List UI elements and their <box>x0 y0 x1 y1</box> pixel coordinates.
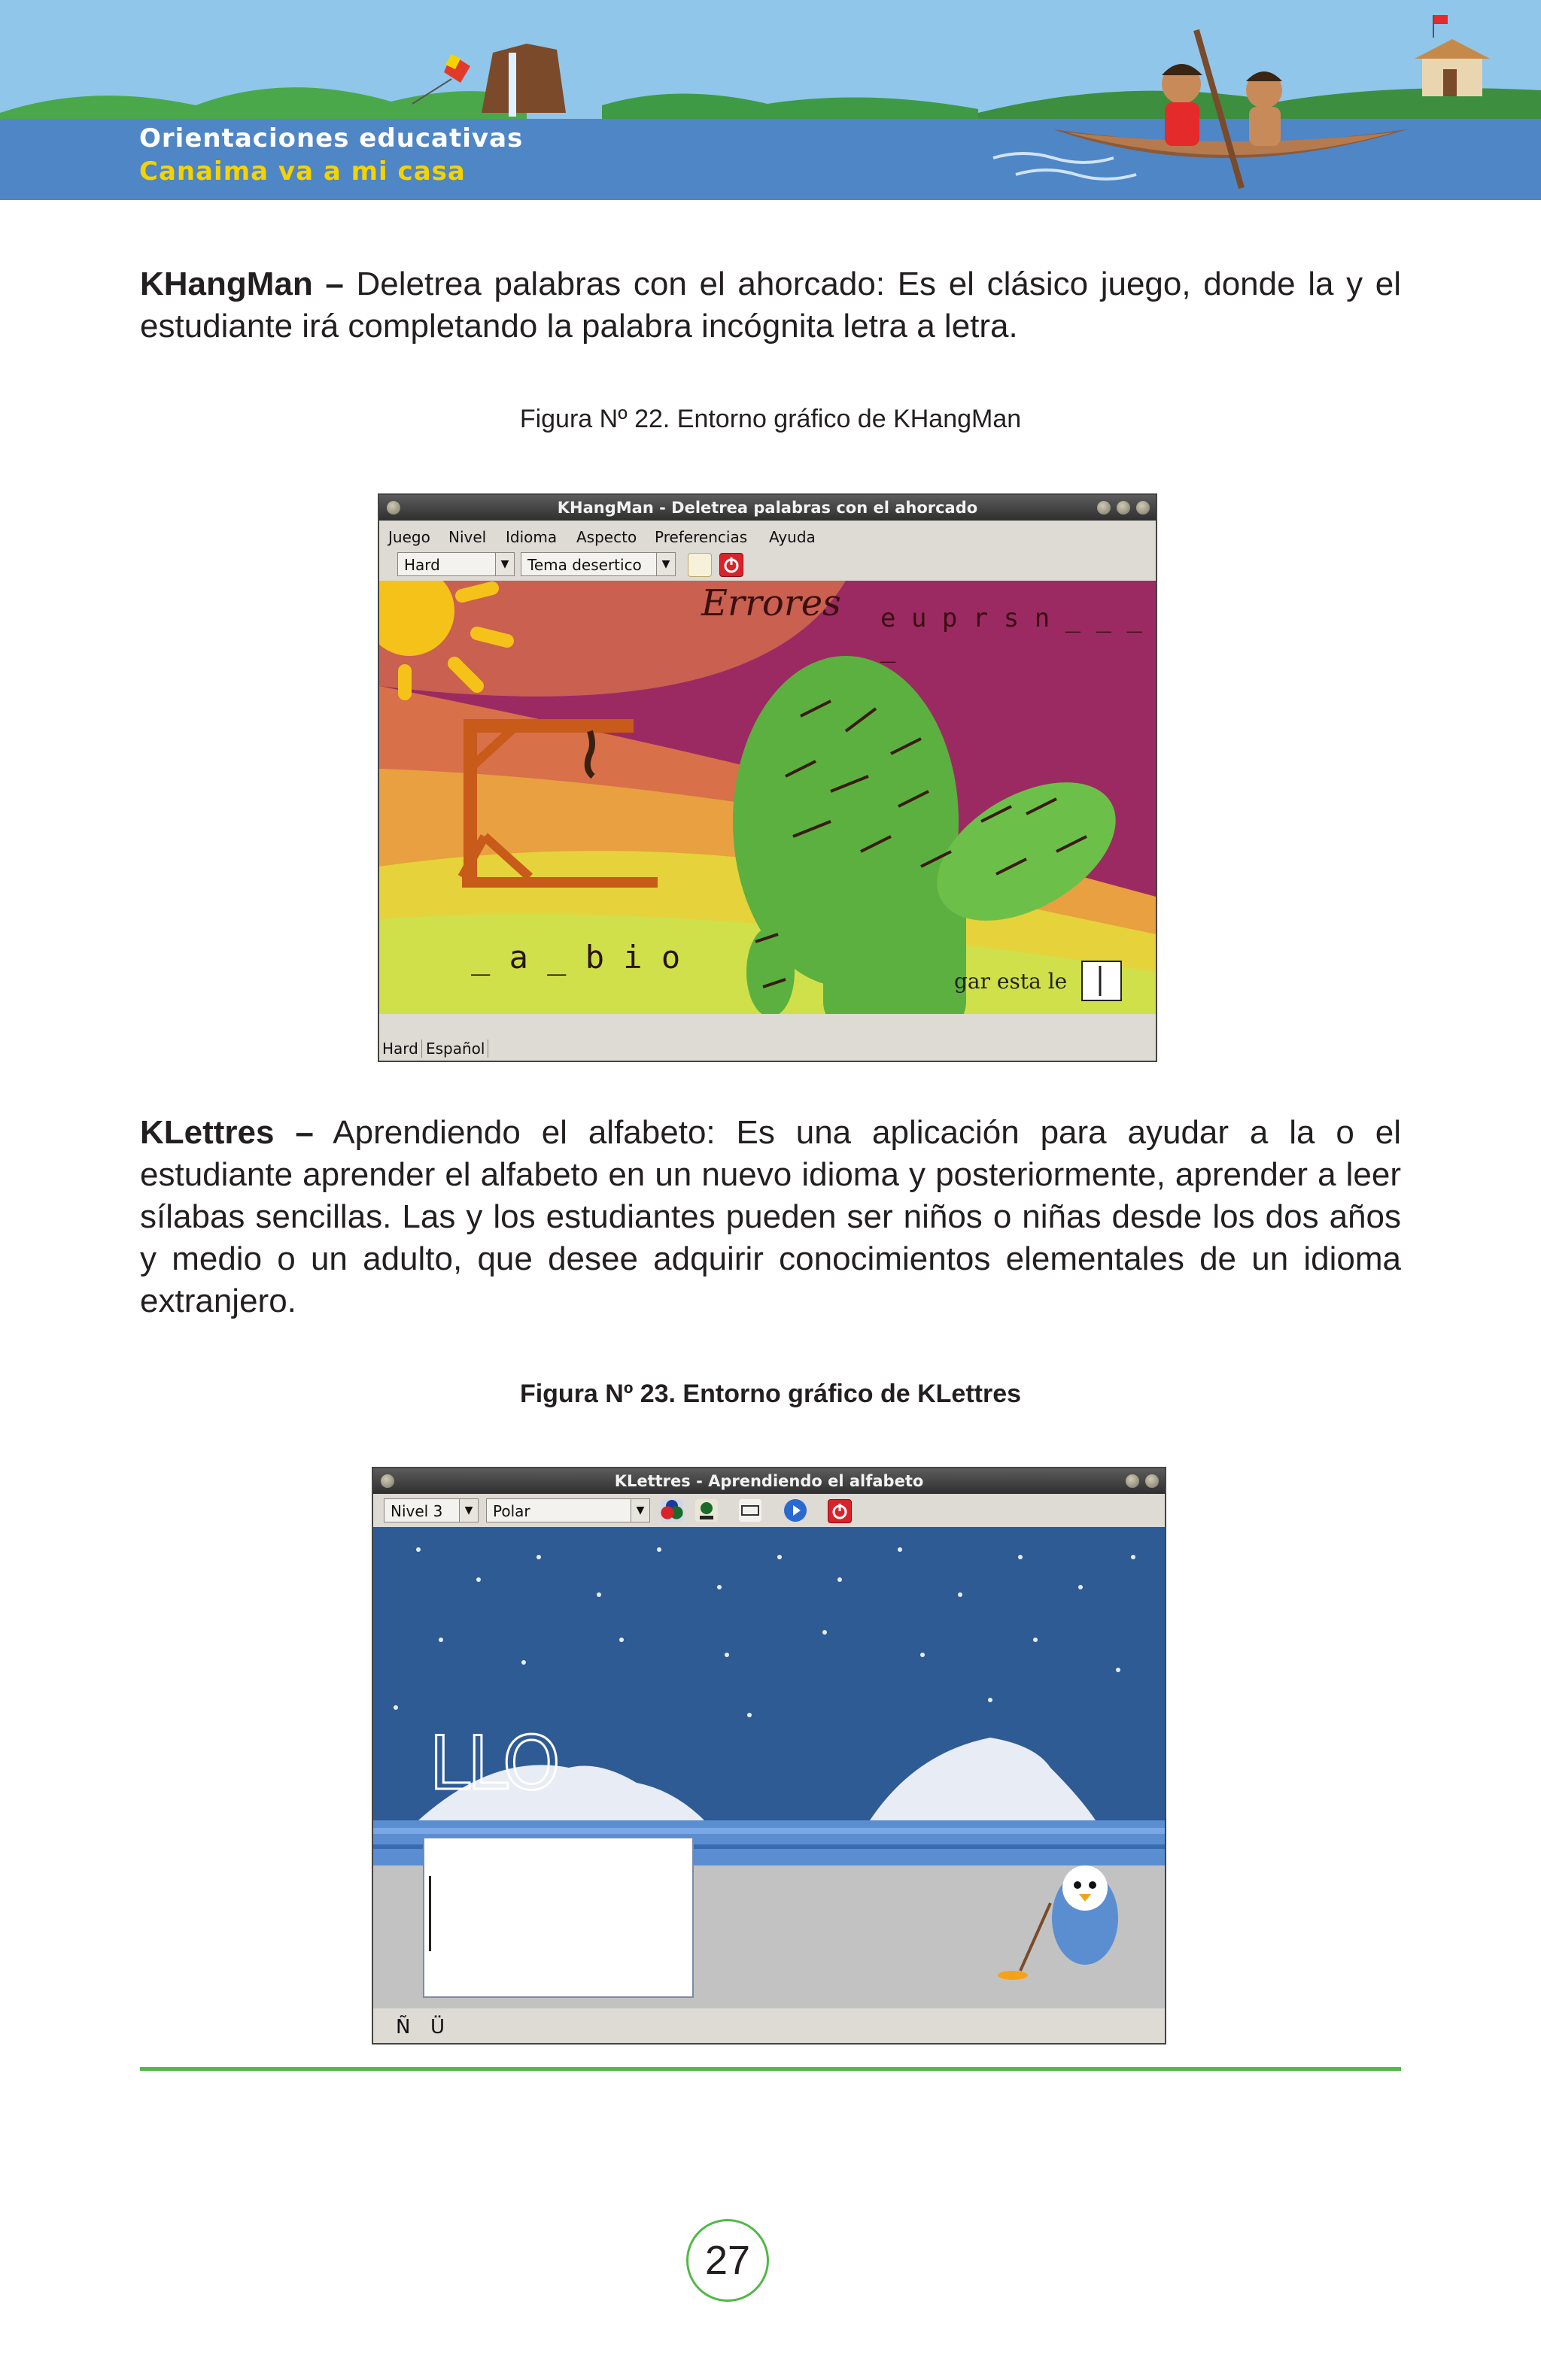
theme-combo[interactable] <box>486 1498 650 1522</box>
khangman-window-title: KHangMan - Deletrea palabras con el ahorcado <box>557 499 978 517</box>
close-button[interactable] <box>1136 501 1150 515</box>
khangman-description: Deletrea palabras con el ahorcado: Es el clásico juego, donde la y el estudiante irá completando la palabra incógnita letra a letra. <box>140 266 1401 345</box>
figure-22-caption: Figura Nº 22. Entorno gráfico de KHangMan <box>519 405 1022 433</box>
quit-icon[interactable] <box>828 1499 852 1523</box>
klettres-window-title: KLettres - Aprendiendo el alfabeto <box>614 1472 924 1490</box>
text-cursor <box>429 1876 431 1951</box>
figure-23-caption: Figura Nº 23. Entorno gráfico de KLettres <box>519 1380 1022 1408</box>
klettres-paragraph <box>140 1112 1401 1322</box>
char-button-u-umlaut[interactable]: Ü <box>430 2016 445 2038</box>
menu-ayuda[interactable]: Ayuda <box>769 528 816 546</box>
minimize-button[interactable] <box>1126 1474 1139 1488</box>
status-language: Español <box>426 1040 488 1058</box>
kid-icon[interactable] <box>695 1499 718 1522</box>
special-chars-bar <box>373 2010 1165 2043</box>
chevron-down-icon: ▼ <box>459 1499 478 1522</box>
menu-preferencias[interactable]: Preferencias <box>655 528 748 546</box>
level-combo[interactable] <box>397 552 515 576</box>
theme-combo-value: Polar <box>493 1502 530 1520</box>
menu-nivel[interactable]: Nivel <box>448 528 487 546</box>
chevron-down-icon: ▼ <box>495 553 514 575</box>
level-combo-value: Nivel 3 <box>391 1502 443 1520</box>
klettres-toolbar <box>373 1495 1165 1525</box>
window-menu-button[interactable] <box>381 1474 394 1488</box>
chevron-down-icon: ▼ <box>656 553 675 575</box>
klettres-term: KLettres – <box>140 1114 314 1151</box>
new-game-icon[interactable] <box>688 553 712 577</box>
menu-aspecto[interactable]: Aspecto <box>576 528 637 546</box>
footer-divider <box>140 2067 1401 2071</box>
char-button-n-tilde[interactable]: Ñ <box>396 2016 411 2038</box>
guess-label: gar esta le <box>954 969 1068 994</box>
header-title: Orientaciones educativas <box>139 123 524 153</box>
level-combo-value: Hard <box>404 556 440 574</box>
syllable-display: LLO <box>429 1721 558 1807</box>
errors-label: Errores <box>701 582 841 624</box>
theme-combo-value: Tema desertico <box>527 556 642 574</box>
khangman-paragraph <box>140 263 1401 348</box>
klettres-window <box>372 1467 1166 2045</box>
next-icon[interactable] <box>784 1499 807 1522</box>
header-subtitle: Canaima va a mi casa <box>139 156 466 187</box>
grownup-icon[interactable] <box>661 1499 683 1522</box>
guess-input[interactable] <box>1082 961 1121 1000</box>
answer-input[interactable] <box>423 1837 694 1998</box>
khangman-game-area <box>379 581 1156 1014</box>
khangman-toolbar <box>379 549 1156 579</box>
menu-juego[interactable]: Juego <box>388 528 430 546</box>
menubar-toggle-icon[interactable] <box>739 1499 761 1522</box>
missed-letters: e u p r s n _ _ _ _ <box>880 603 1142 663</box>
window-menu-button[interactable] <box>387 501 400 515</box>
page-number: 27 <box>686 2219 769 2302</box>
menu-idioma[interactable]: Idioma <box>506 528 558 546</box>
klettres-titlebar <box>373 1468 1165 1494</box>
maximize-button[interactable] <box>1117 501 1130 515</box>
status-level: Hard <box>382 1040 422 1058</box>
theme-combo[interactable] <box>521 552 676 576</box>
klettres-game-area <box>373 1527 1165 2008</box>
hidden-word: _ a _ b i o <box>471 939 681 976</box>
close-button[interactable] <box>1145 1474 1159 1488</box>
khangman-term: KHangMan – <box>140 266 344 302</box>
chevron-down-icon: ▼ <box>631 1499 649 1522</box>
minimize-button[interactable] <box>1097 501 1111 515</box>
khangman-titlebar <box>379 495 1156 521</box>
khangman-menubar <box>379 522 1156 549</box>
quit-icon[interactable] <box>719 553 743 577</box>
khangman-statusbar <box>379 1035 1156 1061</box>
klettres-description: Aprendiendo el alfabeto: Es una aplicación para ayudar a la o el estudiante aprender el alfabeto en un nuevo idioma y posteriormente, aprender a leer sílabas sencillas. Las y los estudiantes pueden ser niños o niñas desde los dos años y medio o un adulto, que desee adquirir conocimientos elementales de un idioma extranjero. <box>140 1114 1401 1319</box>
khangman-window <box>378 493 1157 1062</box>
level-combo[interactable] <box>384 1498 479 1522</box>
